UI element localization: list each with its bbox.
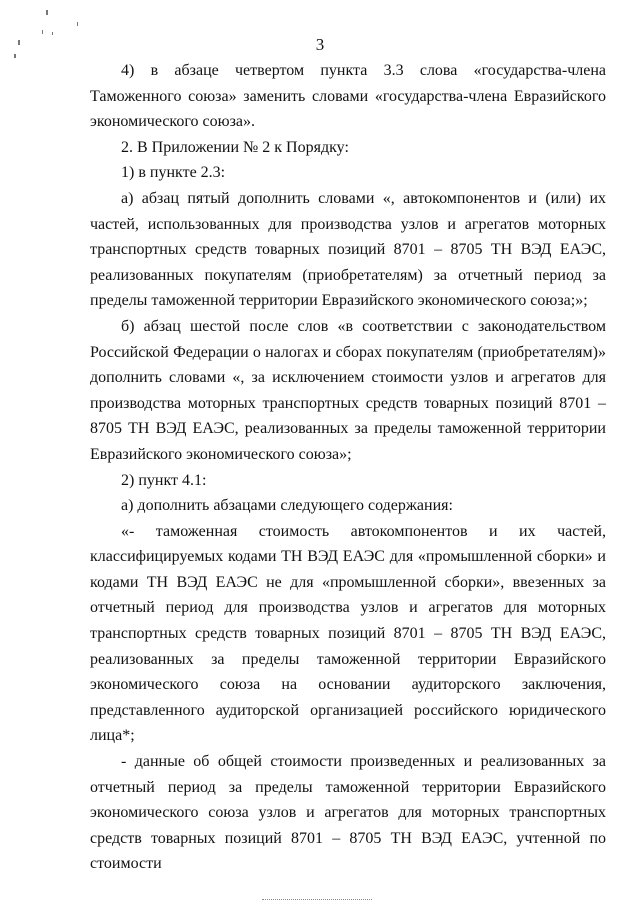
paragraph-item-4: 4) в абзаце четвертом пункта 3.3 слова «государства-члена Таможенного союза» заменить словами «государства-члена Евразийского экономического союза». bbox=[90, 62, 606, 131]
paragraph-subitem-a-add: а) дополнить абзацами следующего содержания: bbox=[121, 497, 453, 515]
paragraph-point-2-3: 1) в пункте 2.3: bbox=[121, 164, 226, 182]
paragraph-appendix-2-heading: 2. В Приложении № 2 к Порядку: bbox=[121, 138, 349, 156]
paragraph-subitem-b-sixth: б) абзац шестой после слов «в соответствии с законодательством Российской Федерации о налогах и сборах покупателям (приобретателям)» дополнить словами «, за исключением стоимости узлов и агрегатов для производства моторных транспортных средств товарных позиций 8701 – 8705 ТН ВЭД ЕАЭС, реализованных за пределы таможенной территории Евразийского экономического союза»; bbox=[90, 317, 606, 463]
paragraph-total-cost: - данные об общей стоимости произведенных и реализованных за отчетный период за пределы таможенной территории Евразийского экономического союза узлов и агрегатов для моторных транспортных средств товарных позиций 8701 – 8705 ТН ВЭД ЕАЭС, учтенной по стоимости bbox=[90, 753, 606, 873]
paragraph-subitem-a-fifth: а) абзац пятый дополнить словами «, автокомпонентов и (или) их частей, использованных для производства узлов и агрегатов моторных транспортных средств товарных позиций 8701 – 8705 ТН ВЭД ЕАЭС, реализованных покупателям (приобретателям) за отчетный период за пределы таможенной территории Евразийского экономического союза;»; bbox=[90, 189, 606, 310]
scan-artifact-bottom-dots bbox=[262, 899, 372, 901]
document-body bbox=[90, 58, 606, 877]
page-number: 3 bbox=[315, 35, 325, 54]
paragraph-point-4-1: 2) пункт 4.1: bbox=[121, 471, 207, 489]
paragraph-customs-value: «- таможенная стоимость автокомпонентов и их частей, классифицируемых кодами ТН ВЭД ЕАЭС для «промышленной сборки» и кодами ТН ВЭД ЕАЭС не для «промышленной сборки», ввезенных за отчетный период для производства узлов и агрегатов для моторных транспортных средств товарных позиций 8701 – 8705 ТН ВЭД ЕАЭС, реализованных за пределы таможенной территории Евразийского экономического союза на основании аудиторского заключения, представленного аудиторской организацией российского юридического лица*; bbox=[90, 522, 606, 745]
